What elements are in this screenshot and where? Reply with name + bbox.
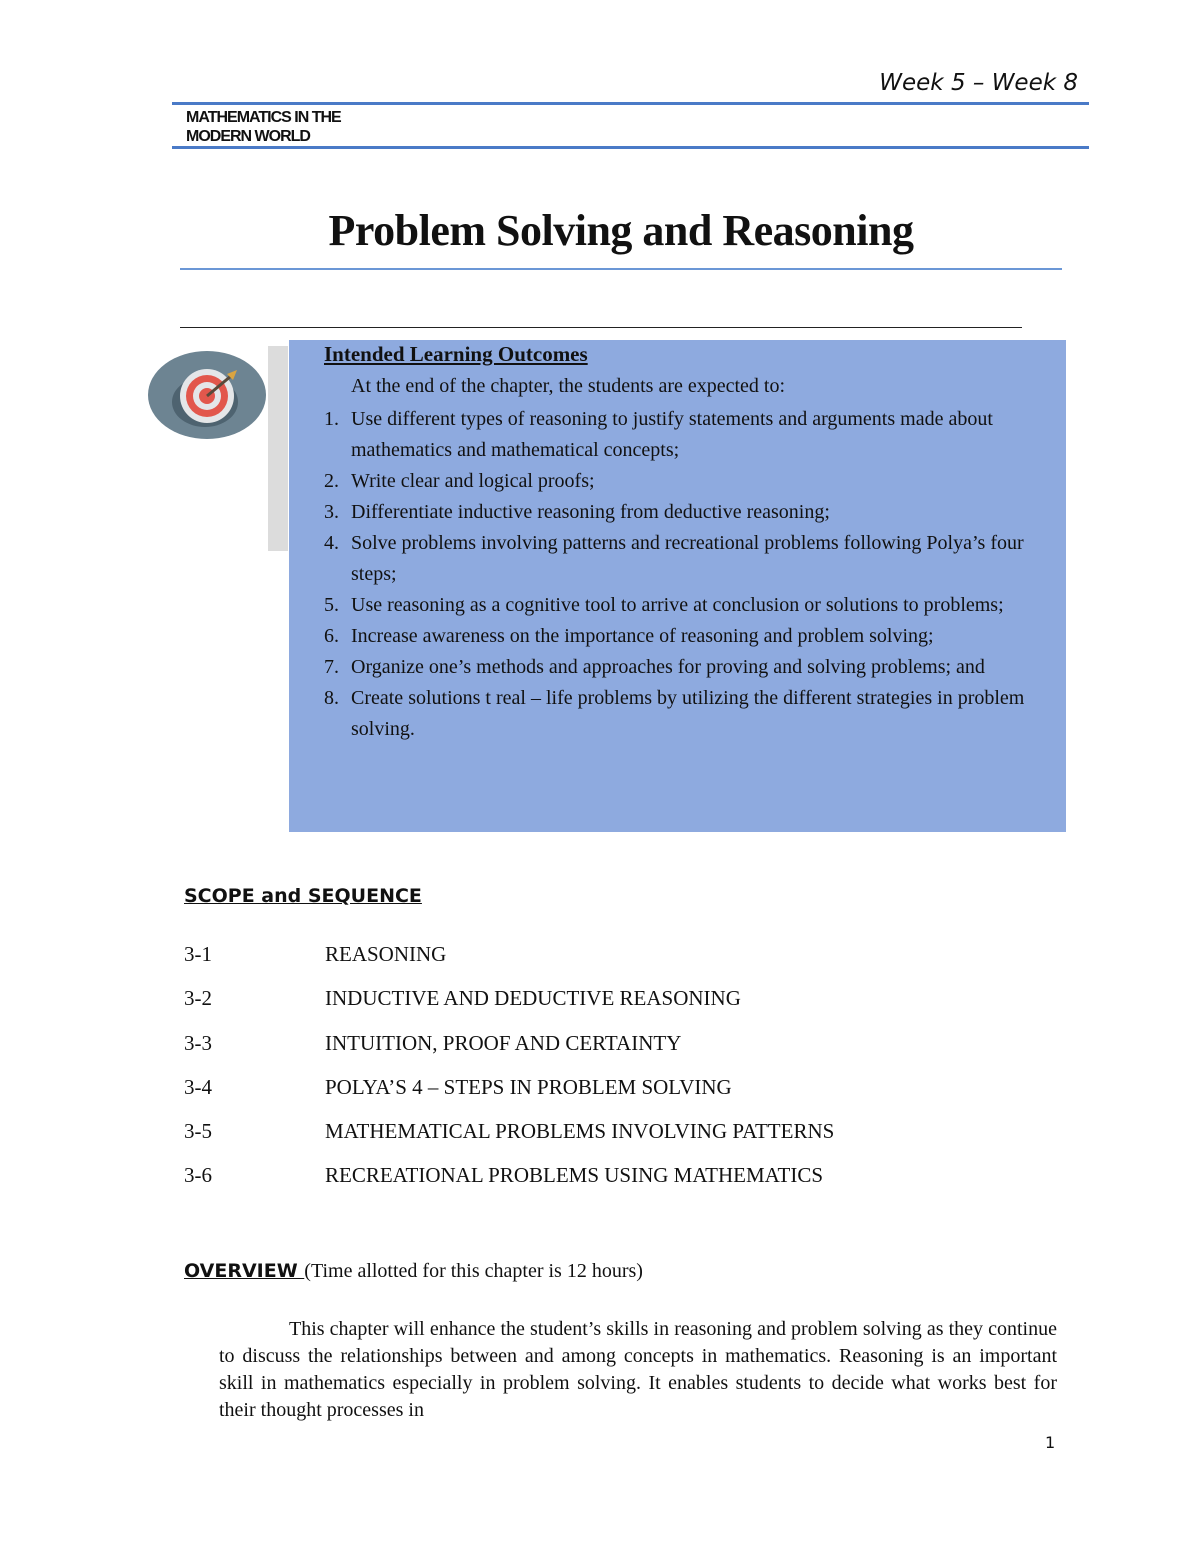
learning-outcomes-heading: Intended Learning Outcomes xyxy=(324,342,588,366)
page-title: Problem Solving and Reasoning xyxy=(328,206,914,255)
learning-outcomes-intro: At the end of the chapter, the students are expected to: xyxy=(351,375,786,397)
scope-label: MATHEMATICAL PROBLEMS INVOLVING PATTERNS xyxy=(325,1119,835,1143)
overview-line xyxy=(184,1260,643,1283)
list-item: 4. Solve problems involving patterns and recreational problems following Polya’s four steps; xyxy=(324,532,1024,585)
scope-label: INTUITION, PROOF AND CERTAINTY xyxy=(325,1031,682,1055)
list-item: 8. Create solutions t real – life problems by utilizing the different strategies in problem solving. xyxy=(324,687,1025,740)
course-title-line1: MATHEMATICS IN THE xyxy=(186,109,341,126)
page-number: 1 xyxy=(1045,1433,1056,1452)
scope-code: 3-5 xyxy=(184,1119,212,1143)
learning-outcomes-list xyxy=(324,404,1064,745)
scope-label: INDUCTIVE AND DEDUCTIVE REASONING xyxy=(325,986,741,1010)
scope-code: 3-3 xyxy=(184,1031,212,1055)
list-item: 1. Use different types of reasoning to justify statements and arguments made about mathematics and mathematical concepts; xyxy=(324,408,993,461)
scope-label: POLYA’S 4 – STEPS IN PROBLEM SOLVING xyxy=(325,1075,732,1099)
section-divider xyxy=(180,327,1022,328)
overview-heading: OVERVIEW xyxy=(184,1260,305,1282)
course-title-line2: MODERN WORLD xyxy=(186,128,310,145)
scope-heading: SCOPE and SEQUENCE xyxy=(184,885,422,907)
decorative-bar xyxy=(268,346,288,551)
list-item: 6. Increase awareness on the importance of reasoning and problem solving; xyxy=(324,625,934,647)
overview-time-note: (Time allotted for this chapter is 12 hours) xyxy=(304,1260,643,1282)
scope-code: 3-2 xyxy=(184,986,212,1010)
target-icon xyxy=(147,350,267,440)
course-title xyxy=(186,108,341,146)
list-item: 7. Organize one’s methods and approaches for proving and solving problems; and xyxy=(324,656,985,678)
scope-code: 3-6 xyxy=(184,1163,212,1187)
scope-label: RECREATIONAL PROBLEMS USING MATHEMATICS xyxy=(325,1163,824,1187)
scope-code: 3-1 xyxy=(184,942,212,966)
list-item: 3. Differentiate inductive reasoning from deductive reasoning; xyxy=(324,501,830,523)
scope-label: REASONING xyxy=(325,942,447,966)
header-rule-top xyxy=(172,102,1089,105)
week-range: Week 5 – Week 8 xyxy=(879,70,1078,96)
header-rule-bottom xyxy=(172,146,1089,149)
list-item: 5. Use reasoning as a cognitive tool to arrive at conclusion or solutions to problems; xyxy=(324,594,1004,616)
list-item: 2. Write clear and logical proofs; xyxy=(324,470,595,492)
overview-paragraph: This chapter will enhance the student’s skills in reasoning and problem solving as they continue to discuss the relationships between and among concepts in mathematics. Reasoning is an important skill in mathematics especially in problem solving. It enables students to decide what works best for their thought processes in xyxy=(219,1318,1057,1421)
scope-code: 3-4 xyxy=(184,1075,212,1099)
title-underline xyxy=(180,268,1062,270)
